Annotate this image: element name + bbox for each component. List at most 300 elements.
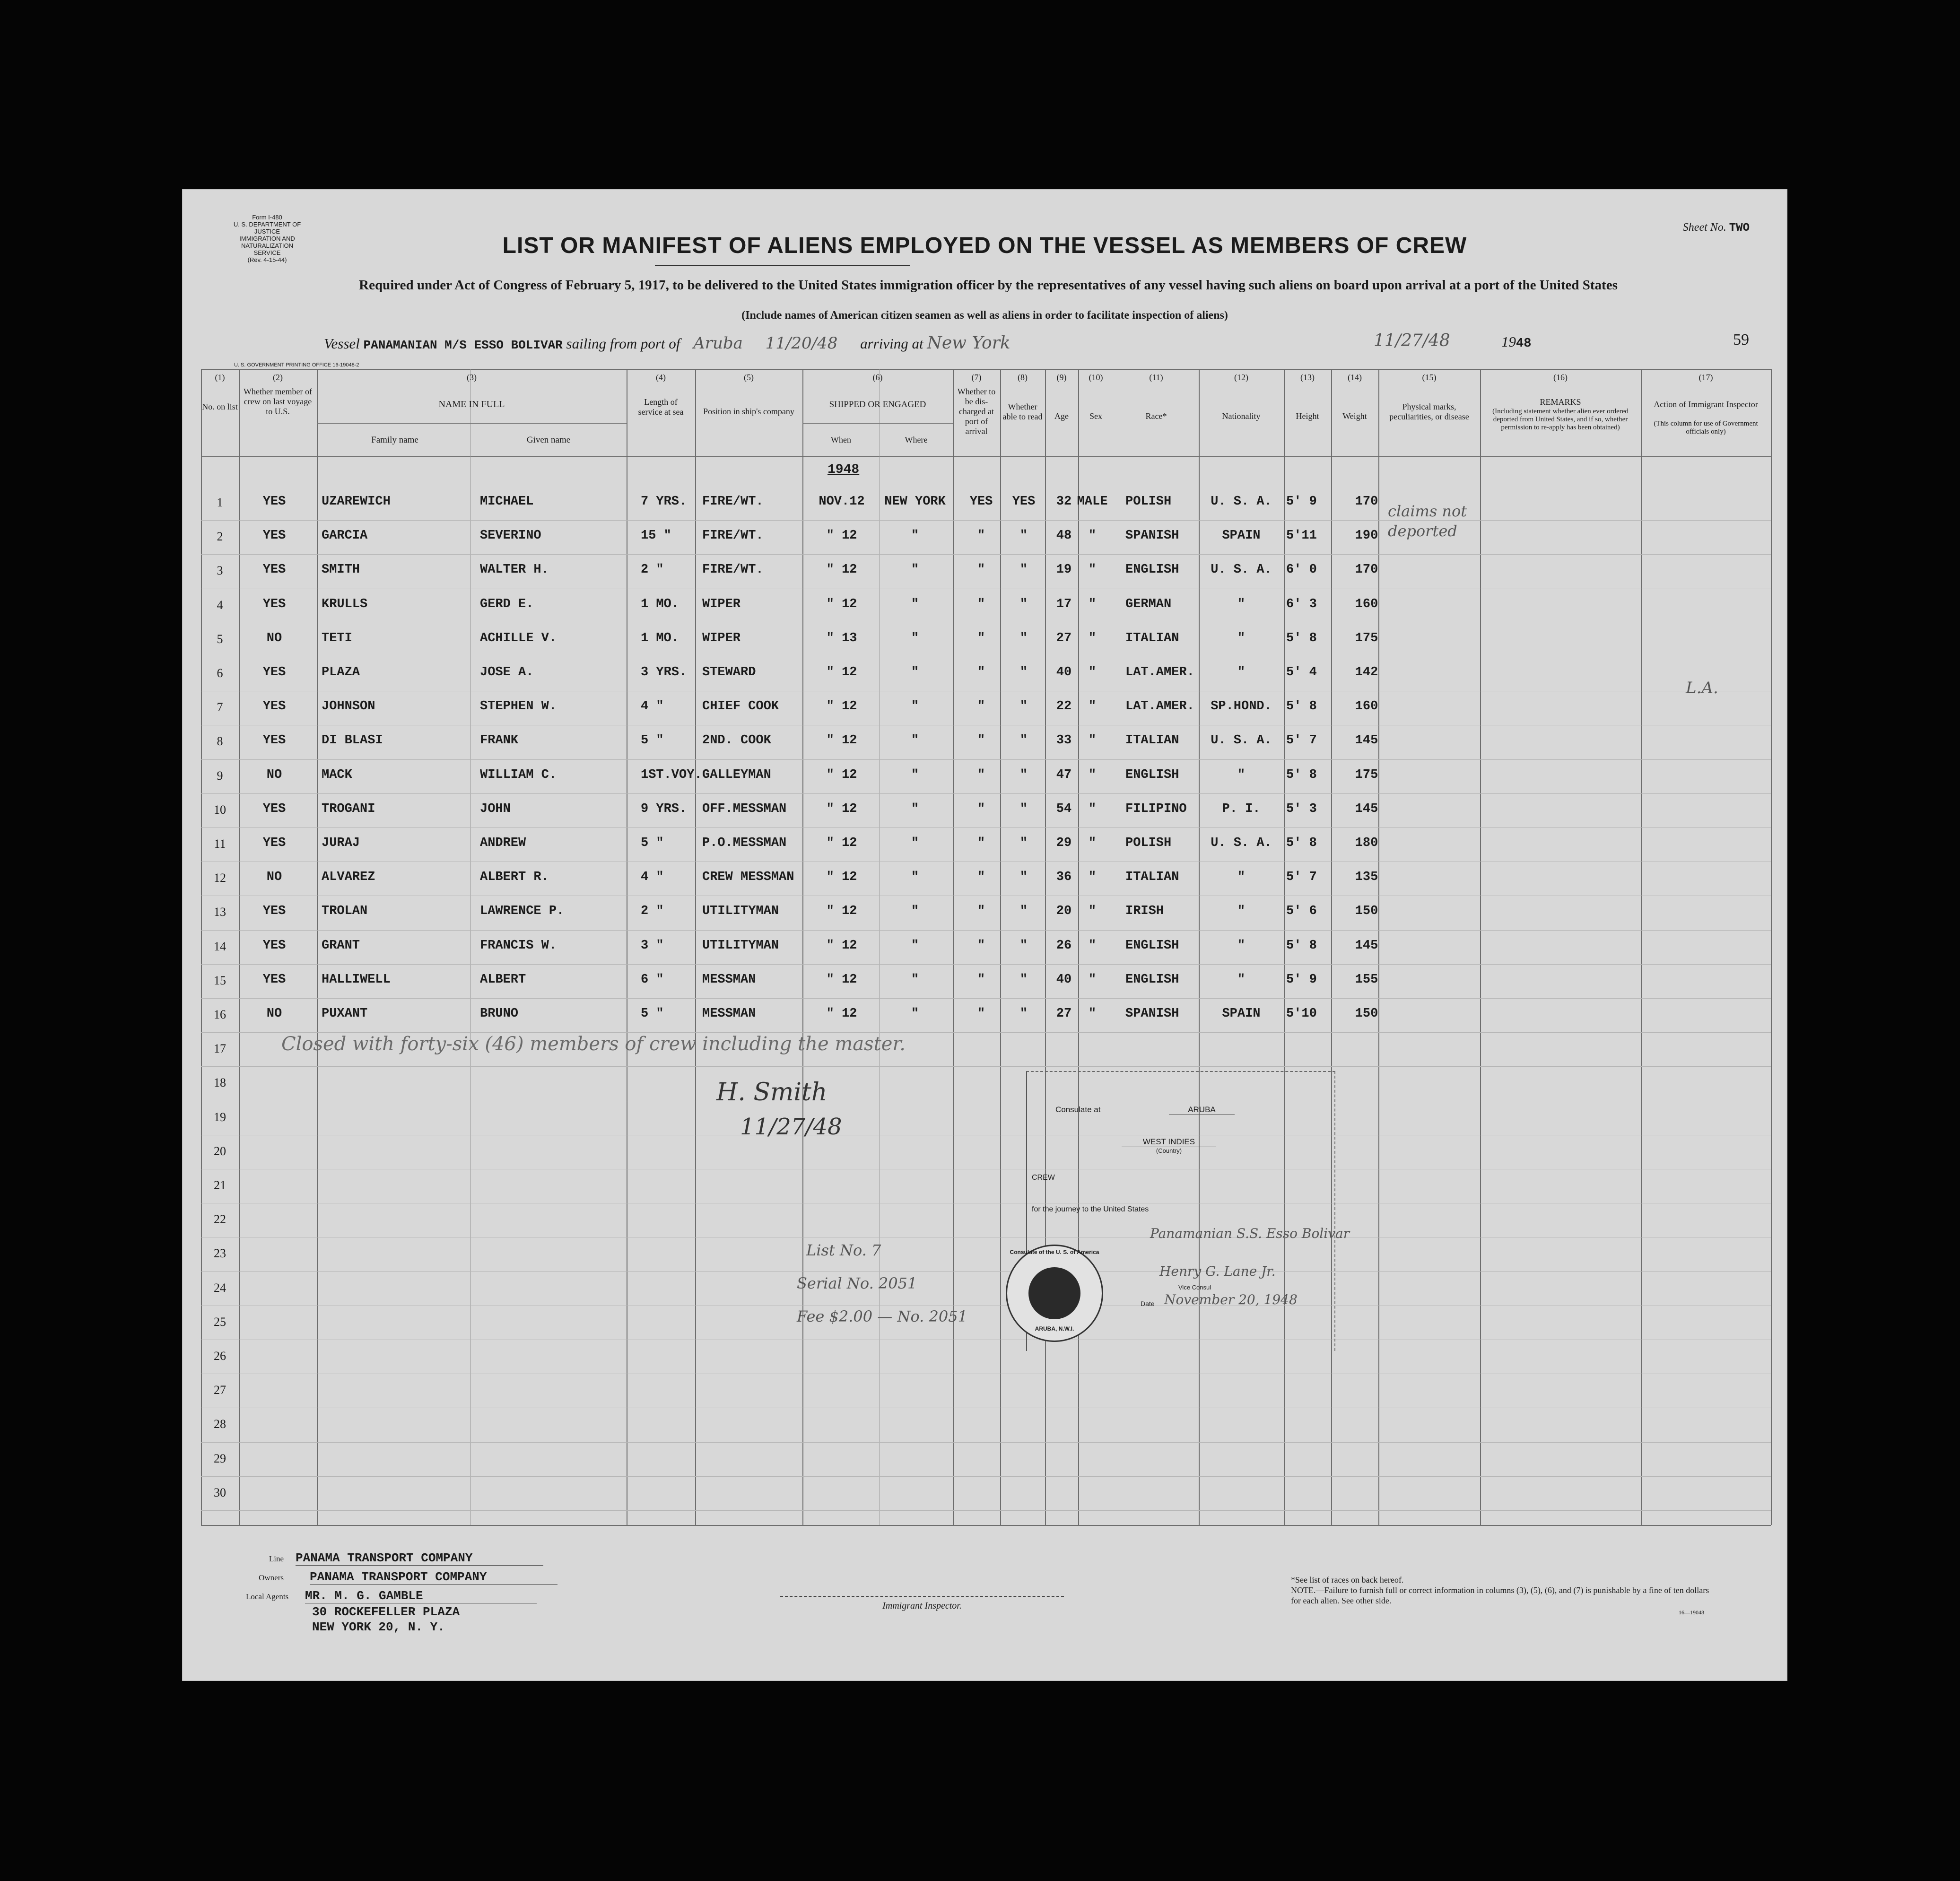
cell-where: " bbox=[911, 870, 919, 885]
cell-race: LAT.AMER. bbox=[1125, 665, 1194, 679]
cell-read: " bbox=[1019, 597, 1028, 611]
title-underline bbox=[655, 265, 910, 266]
column-number: (9) bbox=[1056, 373, 1067, 382]
cell-race: LAT.AMER. bbox=[1125, 699, 1194, 714]
column-number: (5) bbox=[744, 373, 754, 382]
cell-sex: " bbox=[1088, 699, 1097, 714]
header-bottom-border bbox=[201, 456, 1771, 457]
cell-read: " bbox=[1019, 904, 1028, 919]
cell-sex: " bbox=[1088, 870, 1097, 885]
cell-sex: " bbox=[1088, 972, 1097, 987]
col-border bbox=[1199, 369, 1200, 1525]
cell-given: ANDREW bbox=[480, 836, 526, 850]
stamp-consulate: Consulate at ARUBA bbox=[1055, 1105, 1235, 1115]
cell-where: " bbox=[911, 767, 919, 782]
cell-disc: " bbox=[977, 665, 985, 679]
inspector-label: Immigrant Inspector. bbox=[882, 1601, 962, 1611]
cell-given: JOHN bbox=[480, 801, 511, 816]
cell-when: " 12 bbox=[826, 699, 857, 714]
cell-disc: " bbox=[977, 597, 985, 611]
cell-crew: NO bbox=[266, 631, 282, 645]
cell-weight: 150 bbox=[1355, 1007, 1378, 1021]
cell-position: P.O.MESSMAN bbox=[702, 836, 787, 850]
cell-crew: NO bbox=[266, 1007, 282, 1021]
cell-when: " 12 bbox=[826, 904, 857, 919]
stamp-journey-label: for the journey to the United States bbox=[1032, 1205, 1149, 1213]
stamp-crew-label: CREW bbox=[1032, 1174, 1055, 1182]
cell-height: 5'10 bbox=[1286, 1007, 1317, 1021]
row-number: 6 bbox=[217, 666, 223, 680]
col-border bbox=[1284, 369, 1285, 1525]
cell-nat: U. S. A. bbox=[1211, 836, 1272, 850]
cell-sex: MALE bbox=[1077, 495, 1108, 509]
cell-family: KRULLS bbox=[322, 597, 368, 611]
agents-address-2: NEW YORK 20, N. Y. bbox=[312, 1620, 445, 1634]
cell-sex: " bbox=[1088, 767, 1097, 782]
cell-service: 2 " bbox=[641, 563, 664, 577]
cell-service: 1 MO. bbox=[641, 631, 679, 645]
row-number: 9 bbox=[217, 768, 223, 783]
cell-disc: " bbox=[977, 767, 985, 782]
cell-weight: 160 bbox=[1355, 699, 1378, 714]
cell-height: 5' 8 bbox=[1286, 836, 1317, 850]
cell-where: " bbox=[911, 733, 919, 748]
table-bottom-border bbox=[201, 1525, 1771, 1526]
cell-position: FIRE/WT. bbox=[702, 563, 764, 577]
cell-disc: " bbox=[977, 870, 985, 885]
cell-age: 54 bbox=[1056, 801, 1072, 816]
cell-read: " bbox=[1019, 1007, 1028, 1021]
cell-race: IRISH bbox=[1125, 904, 1164, 919]
cell-disc: " bbox=[977, 801, 985, 816]
cell-age: 27 bbox=[1056, 631, 1072, 645]
cell-height: 5' 8 bbox=[1286, 631, 1317, 645]
cell-service: 3 " bbox=[641, 938, 664, 953]
header-race: Race* bbox=[1145, 411, 1167, 421]
row-number: 25 bbox=[214, 1315, 226, 1329]
cell-sex: " bbox=[1088, 665, 1097, 679]
col-border bbox=[317, 369, 318, 1525]
cell-sex: " bbox=[1088, 631, 1097, 645]
seal-text: Consulate of the U. S. of America bbox=[1010, 1249, 1099, 1255]
cell-where: " bbox=[911, 938, 919, 953]
header-sex: Sex bbox=[1089, 411, 1102, 421]
cell-disc: " bbox=[977, 904, 985, 919]
cell-height: 5' 9 bbox=[1286, 495, 1317, 509]
sheet-number: Sheet No. TWO bbox=[1682, 221, 1750, 235]
stamp-vessel-handwritten: Panamanian S.S. Esso Bolivar bbox=[1150, 1226, 1350, 1241]
cell-crew: YES bbox=[262, 597, 286, 611]
cell-family: TROLAN bbox=[322, 904, 368, 919]
column-number: (1) bbox=[215, 373, 225, 382]
agents-value: MR. M. G. GAMBLE bbox=[305, 1589, 537, 1603]
arrival-date: 11/27/48 bbox=[1374, 331, 1450, 350]
cell-race: ITALIAN bbox=[1125, 631, 1179, 645]
cell-read: " bbox=[1019, 631, 1028, 645]
row-number: 15 bbox=[214, 973, 226, 987]
cell-family: GRANT bbox=[322, 938, 360, 953]
cell-disc: " bbox=[977, 529, 985, 543]
cell-when: " 12 bbox=[826, 836, 857, 850]
cell-position: UTILITYMAN bbox=[702, 938, 779, 953]
cell-where: " bbox=[911, 836, 919, 850]
cell-disc: " bbox=[977, 631, 985, 645]
cell-sex: " bbox=[1088, 938, 1097, 953]
cell-read: " bbox=[1019, 972, 1028, 987]
cell-when: " 12 bbox=[826, 597, 857, 611]
row-number: 2 bbox=[217, 530, 223, 544]
cell-when: " 12 bbox=[826, 563, 857, 577]
header-able-to-read: Whether able to read bbox=[1002, 402, 1043, 421]
cell-height: 5' 8 bbox=[1286, 699, 1317, 714]
cell-age: 33 bbox=[1056, 733, 1072, 748]
cell-race: ITALIAN bbox=[1125, 870, 1179, 885]
row-rule bbox=[201, 554, 1771, 555]
cell-service: 1 MO. bbox=[641, 597, 679, 611]
cell-weight: 175 bbox=[1355, 767, 1378, 782]
header-height: Height bbox=[1296, 411, 1319, 421]
cell-crew: YES bbox=[262, 733, 286, 748]
cell-service: 3 YRS. bbox=[641, 665, 687, 679]
handwritten-fee-note: Fee $2.00 — No. 2051 bbox=[797, 1307, 967, 1325]
cell-age: 19 bbox=[1056, 563, 1072, 577]
form-title: LIST OR MANIFEST OF ALIENS EMPLOYED ON THE VESSEL AS MEMBERS OF CREW bbox=[502, 233, 1467, 258]
column-number: (14) bbox=[1348, 373, 1362, 382]
stamp-date-label: Date bbox=[1141, 1300, 1155, 1307]
header-no-on-list: No. on list bbox=[202, 402, 238, 411]
row-rule bbox=[201, 827, 1771, 828]
row-rule bbox=[201, 1442, 1771, 1443]
row-rule bbox=[201, 964, 1771, 965]
cell-family: UZAREWICH bbox=[322, 495, 391, 509]
cell-when: " 12 bbox=[826, 1007, 857, 1021]
cell-nat: P. I. bbox=[1222, 801, 1261, 816]
row-number: 22 bbox=[214, 1212, 226, 1227]
col-border bbox=[1641, 369, 1642, 1525]
cell-sex: " bbox=[1088, 801, 1097, 816]
col-border bbox=[1480, 369, 1481, 1525]
cell-read: " bbox=[1019, 938, 1028, 953]
cell-position: FIRE/WT. bbox=[702, 529, 764, 543]
column-number: (17) bbox=[1699, 373, 1713, 382]
cell-crew: NO bbox=[266, 870, 282, 885]
handwritten-closing-note: Closed with forty-six (46) members of crew including the master. bbox=[281, 1033, 906, 1055]
year-header: 1948 bbox=[828, 462, 860, 477]
cell-read: " bbox=[1019, 767, 1028, 782]
column-number: (6) bbox=[872, 373, 883, 382]
header-name-in-full: NAME IN FULL bbox=[438, 399, 505, 409]
cell-position: WIPER bbox=[702, 597, 741, 611]
cell-read: " bbox=[1019, 870, 1028, 885]
cell-read: " bbox=[1019, 563, 1028, 577]
cell-where: " bbox=[911, 631, 919, 645]
row-number: 24 bbox=[214, 1280, 226, 1295]
row-rule bbox=[201, 793, 1771, 794]
cell-family: TETI bbox=[322, 631, 352, 645]
cell-nat: SPAIN bbox=[1222, 1007, 1261, 1021]
cell-service: 4 " bbox=[641, 870, 664, 885]
form-subtitle: Required under Act of Congress of February 5, 1917, to be delivered to the United States immigration officer by the representatives of any vessel having such aliens on board upon arrival at a port of the United States bbox=[359, 278, 1618, 293]
header-where: Where bbox=[905, 435, 928, 444]
cell-disc: " bbox=[977, 836, 985, 850]
agents-address-1: 30 ROCKEFELLER PLAZA bbox=[312, 1605, 460, 1619]
cell-nat: SP.HOND. bbox=[1211, 699, 1272, 714]
cell-age: 26 bbox=[1056, 938, 1072, 953]
printing-office: U. S. GOVERNMENT PRINTING OFFICE 16-19048-2 bbox=[234, 362, 359, 368]
line-value: PANAMA TRANSPORT COMPANY bbox=[296, 1551, 543, 1566]
cell-age: 20 bbox=[1056, 904, 1072, 919]
cell-race: ENGLISH bbox=[1125, 972, 1179, 987]
cell-where: " bbox=[911, 699, 919, 714]
column-number: (16) bbox=[1553, 373, 1568, 382]
cell-given: ALBERT bbox=[480, 972, 526, 987]
cell-height: 5' 8 bbox=[1286, 767, 1317, 782]
cell-race: POLISH bbox=[1125, 836, 1172, 850]
handwritten-signature-date: 11/27/48 bbox=[740, 1114, 842, 1140]
cell-when: " 12 bbox=[826, 665, 857, 679]
cell-weight: 145 bbox=[1355, 801, 1378, 816]
form-rev: (Rev. 4-15-44) bbox=[247, 256, 287, 263]
cell-given: ACHILLE V. bbox=[480, 631, 557, 645]
cell-when: " 12 bbox=[826, 870, 857, 885]
footer-notes bbox=[1291, 1575, 1716, 1606]
cell-family: SMITH bbox=[322, 563, 360, 577]
row-number: 30 bbox=[214, 1485, 226, 1499]
handwritten-signature: H. Smith bbox=[716, 1078, 828, 1106]
cell-position: OFF.MESSMAN bbox=[702, 801, 787, 816]
row-number: 29 bbox=[214, 1451, 226, 1465]
col-border bbox=[1771, 369, 1772, 1525]
cell-disc: " bbox=[977, 563, 985, 577]
cell-race: FILIPINO bbox=[1125, 801, 1187, 816]
cell-crew: YES bbox=[262, 836, 286, 850]
cell-weight: 150 bbox=[1355, 904, 1378, 919]
cell-crew: NO bbox=[266, 767, 282, 782]
arrival-port: New York bbox=[927, 333, 1010, 353]
form-subtitle-2: (Include names of American citizen seamen as well as aliens in order to facilitate inspection of aliens) bbox=[741, 309, 1228, 322]
cell-race: ENGLISH bbox=[1125, 563, 1179, 577]
cell-nat: " bbox=[1237, 631, 1246, 645]
cell-read: " bbox=[1019, 665, 1028, 679]
header-given-name: Given name bbox=[526, 435, 571, 445]
handwritten-inspector-initials: L.A. bbox=[1686, 679, 1718, 697]
cell-where: " bbox=[911, 597, 919, 611]
cell-height: 5' 7 bbox=[1286, 733, 1317, 748]
cell-height: 6' 0 bbox=[1286, 563, 1317, 577]
shipped-subheader-rule bbox=[802, 423, 953, 424]
header-nationality: Nationality bbox=[1222, 411, 1261, 421]
cell-when: " 12 bbox=[826, 801, 857, 816]
owners-value: PANAMA TRANSPORT COMPANY bbox=[310, 1570, 558, 1585]
cell-given: LAWRENCE P. bbox=[480, 904, 565, 919]
cell-family: HALLIWELL bbox=[322, 972, 391, 987]
cell-race: SPANISH bbox=[1125, 529, 1179, 543]
cell-weight: 175 bbox=[1355, 631, 1378, 645]
service: IMMIGRATION AND NATURALIZATION SERVICE bbox=[239, 235, 295, 256]
cell-height: 5' 8 bbox=[1286, 938, 1317, 953]
row-number: 21 bbox=[214, 1178, 226, 1192]
row-rule bbox=[201, 998, 1771, 999]
cell-weight: 170 bbox=[1355, 495, 1378, 509]
cell-when: " 12 bbox=[826, 529, 857, 543]
column-number: (10) bbox=[1089, 373, 1103, 382]
footer-line-owners-agents: Line PANAMA TRANSPORT COMPANY Owners PANAMA TRANSPORT COMPANY Local Agents MR. M. G. GAMBLE 30 ROCKEFELLER PLAZA NEW YORK 20, N. Y. bbox=[246, 1551, 624, 1634]
cell-age: 47 bbox=[1056, 767, 1072, 782]
header-action: Action of Immigrant Inspector bbox=[1654, 400, 1758, 409]
row-number: 14 bbox=[214, 939, 226, 953]
cell-given: MICHAEL bbox=[480, 495, 534, 509]
form-code: 16—19048 bbox=[1679, 1609, 1704, 1616]
cell-disc: " bbox=[977, 972, 985, 987]
vessel-line: Vessel PANAMANIAN M/S ESSO BOLIVAR sailing from port of Aruba 11/20/48 arriving at New York bbox=[324, 333, 1010, 353]
cell-nat: " bbox=[1237, 938, 1246, 953]
row-number: 11 bbox=[214, 837, 226, 851]
cell-position: FIRE/WT. bbox=[702, 495, 764, 509]
cell-given: WILLIAM C. bbox=[480, 767, 557, 782]
seal-city: ARUBA, N.W.I. bbox=[1035, 1325, 1074, 1332]
cell-race: POLISH bbox=[1125, 495, 1172, 509]
cell-weight: 145 bbox=[1355, 938, 1378, 953]
cell-race: SPANISH bbox=[1125, 1007, 1179, 1021]
cell-position: MESSMAN bbox=[702, 972, 756, 987]
cell-crew: YES bbox=[262, 529, 286, 543]
cell-where: " bbox=[911, 529, 919, 543]
header-age: Age bbox=[1054, 411, 1069, 421]
cell-weight: 190 bbox=[1355, 529, 1378, 543]
cell-where: " bbox=[911, 563, 919, 577]
cell-service: 1ST.VOY. bbox=[641, 767, 702, 782]
row-rule bbox=[201, 1476, 1771, 1477]
column-number: (3) bbox=[467, 373, 477, 382]
cell-nat: " bbox=[1237, 597, 1246, 611]
cell-height: 5' 4 bbox=[1286, 665, 1317, 679]
sailing-port: Aruba bbox=[693, 334, 743, 353]
cell-given: FRANCIS W. bbox=[480, 938, 557, 953]
cell-where: " bbox=[911, 1007, 919, 1021]
cell-weight: 160 bbox=[1355, 597, 1378, 611]
cell-height: 5' 3 bbox=[1286, 801, 1317, 816]
col-border bbox=[1045, 369, 1046, 1525]
cell-service: 5 " bbox=[641, 836, 664, 850]
row-number: 5 bbox=[217, 632, 223, 646]
cell-race: ENGLISH bbox=[1125, 767, 1179, 782]
row-number: 10 bbox=[214, 802, 226, 817]
row-rule bbox=[201, 1271, 1771, 1272]
header-family-name: Family name bbox=[371, 435, 418, 445]
handwritten-serial-number: Serial No. 2051 bbox=[797, 1274, 917, 1292]
row-number: 8 bbox=[217, 734, 223, 749]
cell-position: STEWARD bbox=[702, 665, 756, 679]
column-number: (13) bbox=[1300, 373, 1315, 382]
cell-nat: U. S. A. bbox=[1211, 733, 1272, 748]
cell-weight: 135 bbox=[1355, 870, 1378, 885]
column-number: (7) bbox=[971, 373, 982, 382]
cell-age: 40 bbox=[1056, 665, 1072, 679]
cell-position: UTILITYMAN bbox=[702, 904, 779, 919]
col-border bbox=[695, 369, 696, 1525]
cell-crew: YES bbox=[262, 904, 286, 919]
cell-nat: " bbox=[1237, 870, 1246, 885]
column-number: (8) bbox=[1018, 373, 1028, 382]
row-number: 23 bbox=[214, 1246, 226, 1261]
row-number: 1 bbox=[217, 496, 223, 509]
cell-height: 5'11 bbox=[1286, 529, 1317, 543]
cell-when: " 12 bbox=[826, 733, 857, 748]
stamp-region: WEST INDIES (Country) bbox=[1122, 1137, 1216, 1154]
cell-where: " bbox=[911, 665, 919, 679]
cell-nat: " bbox=[1237, 904, 1246, 919]
row-number: 26 bbox=[214, 1349, 226, 1363]
cell-position: CREW MESSMAN bbox=[702, 870, 794, 885]
cell-age: 27 bbox=[1056, 1007, 1072, 1021]
cell-read: " bbox=[1019, 733, 1028, 748]
cell-nat: " bbox=[1237, 972, 1246, 987]
cell-race: ITALIAN bbox=[1125, 733, 1179, 748]
stamp-date: November 20, 1948 bbox=[1164, 1292, 1298, 1307]
cell-service: 6 " bbox=[641, 972, 664, 987]
cell-given: JOSE A. bbox=[480, 665, 534, 679]
cell-disc: " bbox=[977, 699, 985, 714]
cell-weight: 180 bbox=[1355, 836, 1378, 850]
cell-given: FRANK bbox=[480, 733, 519, 748]
cell-given: STEPHEN W. bbox=[480, 699, 557, 714]
cell-service: 15 " bbox=[641, 529, 671, 543]
col-border bbox=[953, 369, 954, 1525]
cell-height: 5' 6 bbox=[1286, 904, 1317, 919]
cell-age: 40 bbox=[1056, 972, 1072, 987]
cell-race: ENGLISH bbox=[1125, 938, 1179, 953]
seal-emblem-icon bbox=[1028, 1267, 1080, 1319]
cell-family: PLAZA bbox=[322, 665, 360, 679]
cell-height: 6' 3 bbox=[1286, 597, 1317, 611]
cell-sex: " bbox=[1088, 904, 1097, 919]
cell-family: GARCIA bbox=[322, 529, 368, 543]
row-rule bbox=[201, 759, 1771, 760]
cell-weight: 155 bbox=[1355, 972, 1378, 987]
cell-age: 17 bbox=[1056, 597, 1072, 611]
cell-disc: " bbox=[977, 938, 985, 953]
cell-family: MACK bbox=[322, 767, 352, 782]
cell-read: " bbox=[1019, 529, 1028, 543]
col-border bbox=[1000, 369, 1001, 1525]
cell-family: JOHNSON bbox=[322, 699, 375, 714]
cell-service: 2 " bbox=[641, 904, 664, 919]
cell-nat: U. S. A. bbox=[1211, 563, 1272, 577]
column-number: (15) bbox=[1422, 373, 1437, 382]
cell-service: 4 " bbox=[641, 699, 664, 714]
consular-stamp bbox=[1010, 1071, 1350, 1351]
fine-note: NOTE.—Failure to furnish full or correct information in columns (3), (5), (6), and (7) is punishable by a fine of ten dollars for each alien. See other side. bbox=[1291, 1585, 1709, 1605]
cell-where: " bbox=[911, 904, 919, 919]
cell-when: NOV.12 bbox=[819, 495, 865, 509]
cell-service: 9 YRS. bbox=[641, 801, 687, 816]
header-shipped-or-engaged: SHIPPED OR ENGAGED bbox=[829, 400, 926, 409]
table-top-border bbox=[201, 369, 1771, 370]
cell-when: " 12 bbox=[826, 972, 857, 987]
row-number: 17 bbox=[214, 1042, 226, 1056]
cell-read: " bbox=[1019, 801, 1028, 816]
cell-crew: YES bbox=[262, 801, 286, 816]
handwritten-list-number: List No. 7 bbox=[806, 1241, 881, 1259]
column-number: (4) bbox=[656, 373, 666, 382]
stamp-consul-title: Vice Consul bbox=[1178, 1284, 1211, 1291]
header-weight: Weight bbox=[1342, 411, 1367, 421]
inspector-signature-line bbox=[780, 1596, 1064, 1597]
cell-where: NEW YORK bbox=[884, 495, 946, 509]
cell-weight: 142 bbox=[1355, 665, 1378, 679]
row-rule bbox=[201, 1066, 1771, 1067]
cell-disc: " bbox=[977, 1007, 985, 1021]
